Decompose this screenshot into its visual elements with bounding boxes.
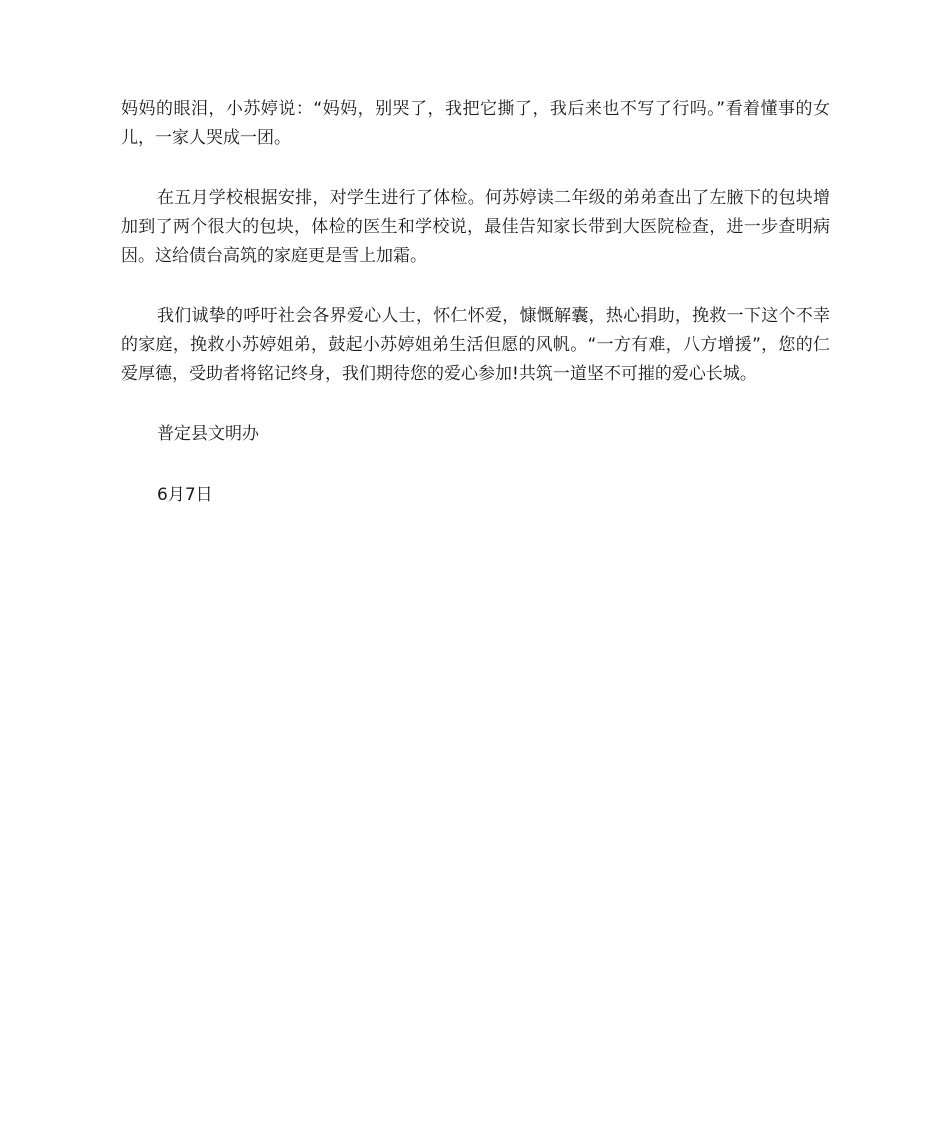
paragraph-continuation: 妈妈的眼泪，小苏婷说：“妈妈，别哭了，我把它撕了，我后来也不写了行吗。”看着懂事的女儿，一家人哭成一团。: [121, 99, 830, 148]
signature-date: 6月7日: [157, 485, 213, 505]
paragraph-health-check: 在五月学校根据安排，对学生进行了体检。何苏婷读二年级的弟弟查出了左腋下的包块增加到了两个很大的包块，体检的医生和学校说，最佳告知家长带到大医院检查，进一步查明病因。这给债台高筑的家庭更是雪上加霜。: [121, 188, 830, 266]
signature-organization: 普定县文明办: [157, 424, 259, 444]
document-body: [121, 95, 830, 542]
paragraph-appeal: 我们诚挚的呼吁社会各界爱心人士，怀仁怀爱，慷慨解囊，热心捐助，挽救一下这个不幸的家庭，挽救小苏婷姐弟，鼓起小苏婷姐弟生活但愿的风帆。“一方有难，八方增援”，您的仁爱厚德，受助者将铭记终身，我们期待您的爱心参加!共筑一道坚不可摧的爱心长城。: [121, 306, 830, 384]
